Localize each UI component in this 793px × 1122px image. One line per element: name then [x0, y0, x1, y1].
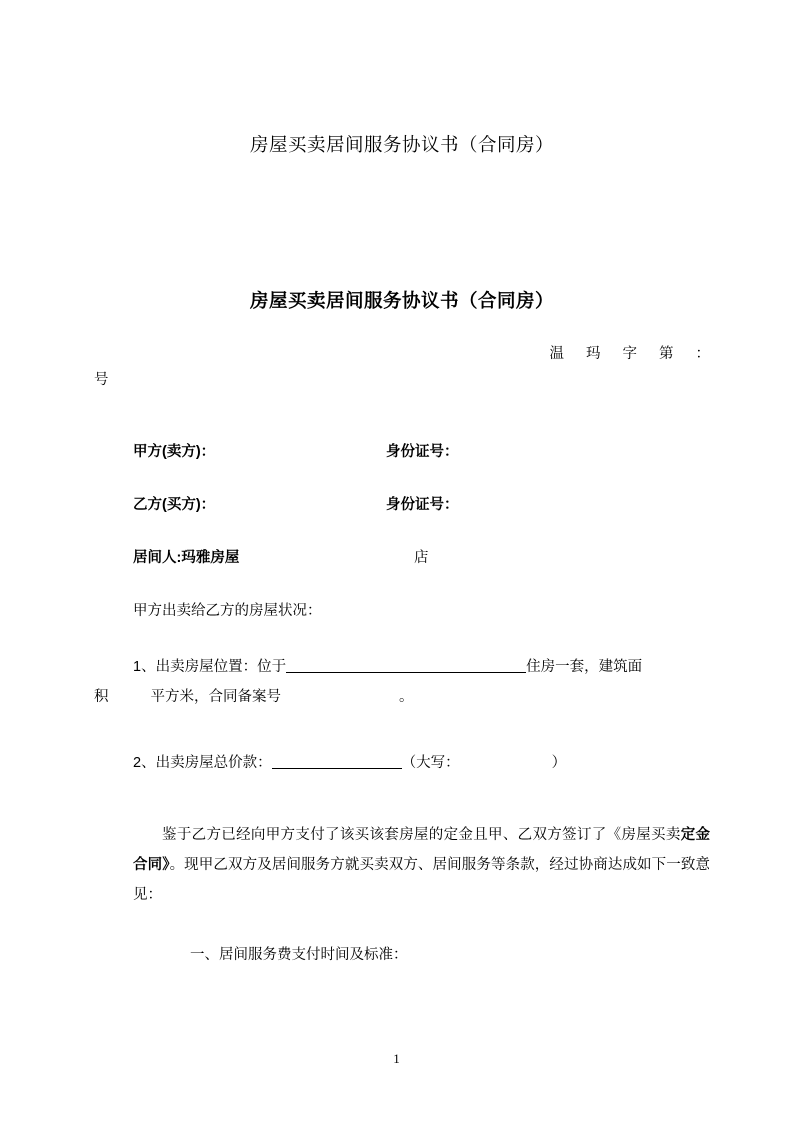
- section-1-heading: 一、居间服务费支付时间及标准：: [190, 946, 408, 963]
- recital-part-2: 。现甲乙双方及居间服务方就买卖双方、居间服务等条款，经过协商达成如下一致意见：: [133, 856, 710, 903]
- agent-shop-label: 店: [414, 549, 429, 566]
- reference-colon: ：: [695, 345, 710, 362]
- item-2-suffix: ）: [551, 754, 567, 771]
- spacer: [94, 910, 710, 940]
- spacer: [94, 712, 710, 748]
- buyer-id-label: 身份证号：: [386, 496, 459, 513]
- item-2-paragraph: [94, 748, 710, 778]
- item-1-suffix: 住房一套，建筑面: [526, 658, 643, 675]
- spacer: [94, 393, 710, 439]
- item-2-prefix: 2、出卖房屋总价款：: [133, 754, 272, 771]
- agent-label: 居间人:玛雅房屋: [133, 549, 240, 566]
- reference-char-4: 第: [659, 345, 674, 362]
- recital-bold-segment: 定金合同》: [133, 826, 711, 873]
- document-title-secondary: 房屋买卖居间服务协议书（合同房）: [249, 289, 554, 311]
- spacer: [94, 624, 710, 652]
- item-1-prefix: 1、出卖房屋位置：位于: [133, 658, 287, 675]
- party-row-buyer: [94, 492, 710, 518]
- reference-number-suffix: 号: [94, 371, 109, 388]
- house-status-heading: 甲方出卖给乙方的房屋状况：: [133, 602, 322, 619]
- reference-number-line: [94, 341, 710, 367]
- total-price-blank[interactable]: [272, 753, 402, 769]
- party-row-seller: [94, 439, 710, 465]
- house-location-blank[interactable]: [286, 657, 526, 673]
- document-title-primary: 房屋买卖居间服务协议书（合同房）: [249, 134, 554, 155]
- spacer: [94, 315, 710, 341]
- item-1-period: 。: [399, 688, 414, 705]
- item-1-area-label: 积: [94, 688, 109, 705]
- recital-paragraph: [94, 820, 710, 910]
- reference-char-1: 温: [549, 345, 564, 362]
- item-1-paragraph: [94, 652, 710, 712]
- reference-char-3: 字: [622, 345, 637, 362]
- spacer: [94, 159, 710, 287]
- reference-char-2: 玛: [586, 345, 601, 362]
- item-2-mid: （大写：: [401, 754, 460, 771]
- spacer: [94, 778, 710, 820]
- seller-label: 甲方(卖方)：: [133, 443, 216, 460]
- seller-id-label: 身份证号：: [386, 443, 459, 460]
- document-body: [94, 0, 710, 970]
- page-number: 1: [393, 1051, 400, 1066]
- agent-row: [94, 545, 710, 571]
- buyer-label: 乙方(买方)：: [133, 496, 216, 513]
- recital-part-1: 鉴于乙方已经向甲方支付了该买该套房屋的定金且甲、乙双方签订了《房屋买卖: [162, 826, 681, 843]
- item-1-area-unit: 平方米，合同备案号: [150, 688, 281, 705]
- item-1-second-line: [94, 682, 710, 712]
